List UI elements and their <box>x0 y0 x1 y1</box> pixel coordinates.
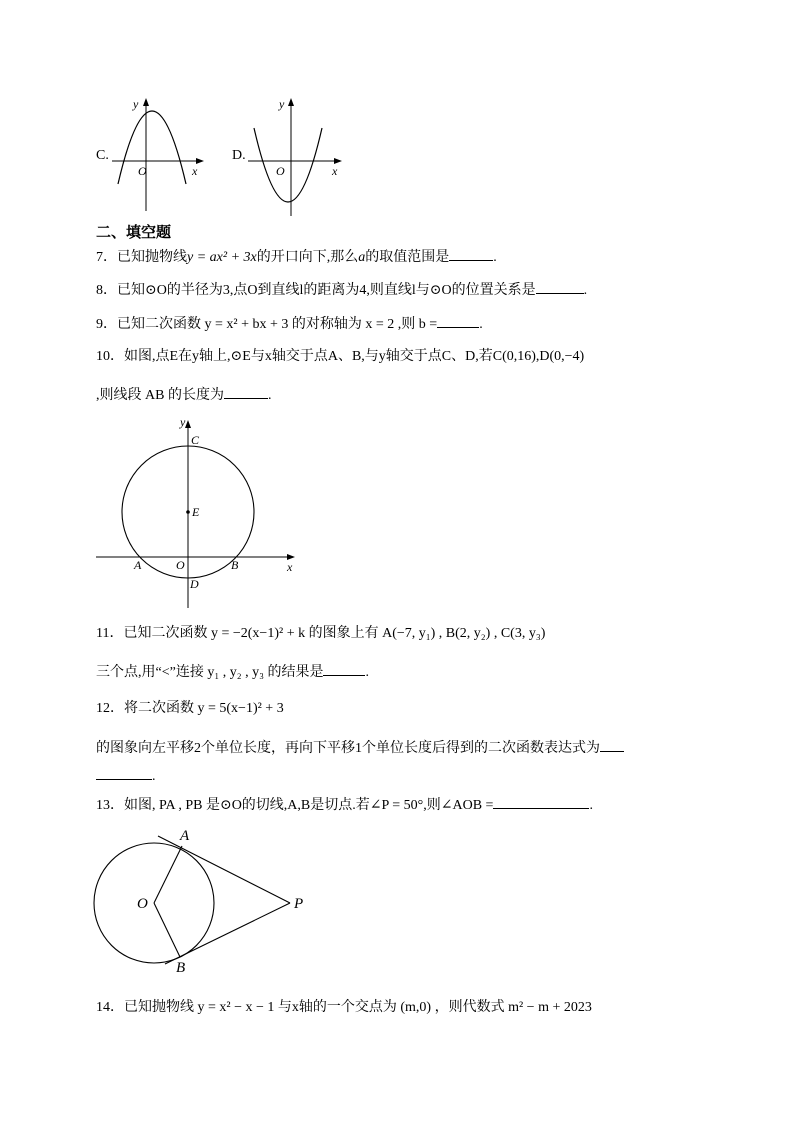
q12-end: . <box>152 769 156 784</box>
c-parabola <box>118 111 186 184</box>
question-11-line-2 <box>96 661 369 683</box>
question-10-line-1 <box>96 347 584 367</box>
q10-number: 10． <box>96 349 124 364</box>
q7-end: . <box>493 250 497 265</box>
fig13-radius-oa <box>154 846 182 903</box>
d-origin-label: O <box>276 164 285 178</box>
q7-post2: 的取值范围是 <box>365 250 450 265</box>
q14-text: 已知抛物线 y = x² − x − 1 与x轴的一个交点为 (m,0) ，则代数式 m² − m + 2023 <box>124 1000 592 1015</box>
q10-line1: 如图,点E在y轴上,⊙E与x轴交于点A、B,与y轴交于点C、D,若C(0,16),D(0,−4) <box>124 349 585 364</box>
fig13-a-label: A <box>180 828 190 844</box>
c-y-label: y <box>133 97 139 111</box>
question-12-line-1 <box>96 699 284 719</box>
d-y-arrow <box>288 98 294 106</box>
q7-number: 7． <box>96 250 117 265</box>
fig13-tangent-pa <box>158 836 290 903</box>
q11-end: . <box>365 665 369 680</box>
section-title: 二、填空题 <box>96 223 172 241</box>
q10-line2: ,则线段 AB 的长度为 <box>96 388 224 403</box>
question-8 <box>96 279 587 301</box>
fig10-x-label: x <box>287 560 293 574</box>
q10-end: . <box>267 388 272 403</box>
question-11-line-1 <box>96 624 545 644</box>
fig13-p-label: P <box>294 896 304 912</box>
d-y-label: y <box>279 97 285 111</box>
q11-line1: 已知二次函数 y = −2(x−1)² + k 的图象上有 A(−7, y₁) , B(2, y₂) , C(3, y₃) <box>123 626 546 641</box>
q12-line1: 将二次函数 y = 5(x−1)² + 3 <box>124 701 284 716</box>
q10-answer-blank[interactable] <box>224 384 268 399</box>
q11-line2: 三个点,用“<”连接 y₁ , y₂ , y₃ 的结果是 <box>96 665 324 680</box>
fig10-center-point <box>186 510 190 514</box>
q14-number: 14． <box>96 1000 124 1015</box>
fig13-tangent-pb <box>165 903 290 964</box>
fig10-b-label: B <box>231 558 239 572</box>
q7-answer-blank[interactable] <box>449 246 493 261</box>
fig13-radius-ob <box>154 903 180 957</box>
q9-end: . <box>479 317 483 332</box>
c-y-arrow <box>143 98 149 106</box>
question-9 <box>96 313 483 335</box>
q13-number: 13． <box>96 798 124 813</box>
q8-end: . <box>583 283 588 298</box>
fig10-y-arrow <box>185 420 191 428</box>
d-x-label: x <box>332 164 338 178</box>
d-parabola <box>254 128 322 202</box>
q9-answer-blank[interactable] <box>437 313 479 328</box>
question-14 <box>96 998 592 1018</box>
question-7 <box>96 246 497 268</box>
q7-var: a <box>358 250 366 265</box>
question-12-line-3 <box>96 765 156 787</box>
q13-answer-blank[interactable] <box>493 794 589 809</box>
option-d-label: D. <box>232 148 246 163</box>
fig13-o-label: O <box>137 896 148 912</box>
c-origin-label: O <box>138 164 147 178</box>
question-12-line-2 <box>96 737 624 759</box>
q11-answer-blank[interactable] <box>323 661 365 676</box>
q10-figure <box>92 410 302 610</box>
q12-answer-blank-a[interactable] <box>600 737 624 752</box>
q12-number: 12． <box>96 701 124 716</box>
option-c-label: C. <box>96 148 109 163</box>
q11-number: 11． <box>96 626 124 641</box>
q13-text: 如图, PA , PB 是⊙O的切线,A,B是切点.若∠P = 50°,则∠AOB = <box>124 798 494 813</box>
q7-pre: 已知抛物线 <box>117 250 187 265</box>
fig13-b-label: B <box>176 960 186 976</box>
q9-text: 已知二次函数 y = x² + bx + 3 的对称轴为 x = 2 ,则 b = <box>117 317 438 332</box>
q8-number: 8． <box>96 283 117 298</box>
option-c-graph <box>110 96 210 216</box>
fig10-y-label: y <box>180 415 186 429</box>
q13-end: . <box>589 798 593 813</box>
question-10-line-2 <box>96 384 271 406</box>
q8-answer-blank[interactable] <box>536 279 584 294</box>
q8-text: 已知⊙O的半径为3,点O到直线l的距离为4,则直线l与⊙O的位置关系是 <box>117 283 536 298</box>
fig10-o-label: O <box>176 558 185 572</box>
fig10-c-label: C <box>191 433 200 447</box>
q7-post: 的开口向下,那么 <box>256 250 359 265</box>
c-x-label: x <box>192 164 198 178</box>
q9-number: 9． <box>96 317 117 332</box>
q13-figure <box>92 826 322 978</box>
fig10-d-label: D <box>190 577 199 591</box>
question-13 <box>96 794 593 816</box>
option-d-graph <box>248 96 348 216</box>
fig10-a-label: A <box>134 558 142 572</box>
q7-formula: y = ax² + 3x <box>187 250 257 265</box>
q12-line2: 的图象向左平移2个单位长度，再向下平移1个单位长度后得到的二次函数表达式为 <box>96 741 600 756</box>
q12-answer-blank-b[interactable] <box>96 765 152 780</box>
fig10-e-label: E <box>192 505 200 519</box>
